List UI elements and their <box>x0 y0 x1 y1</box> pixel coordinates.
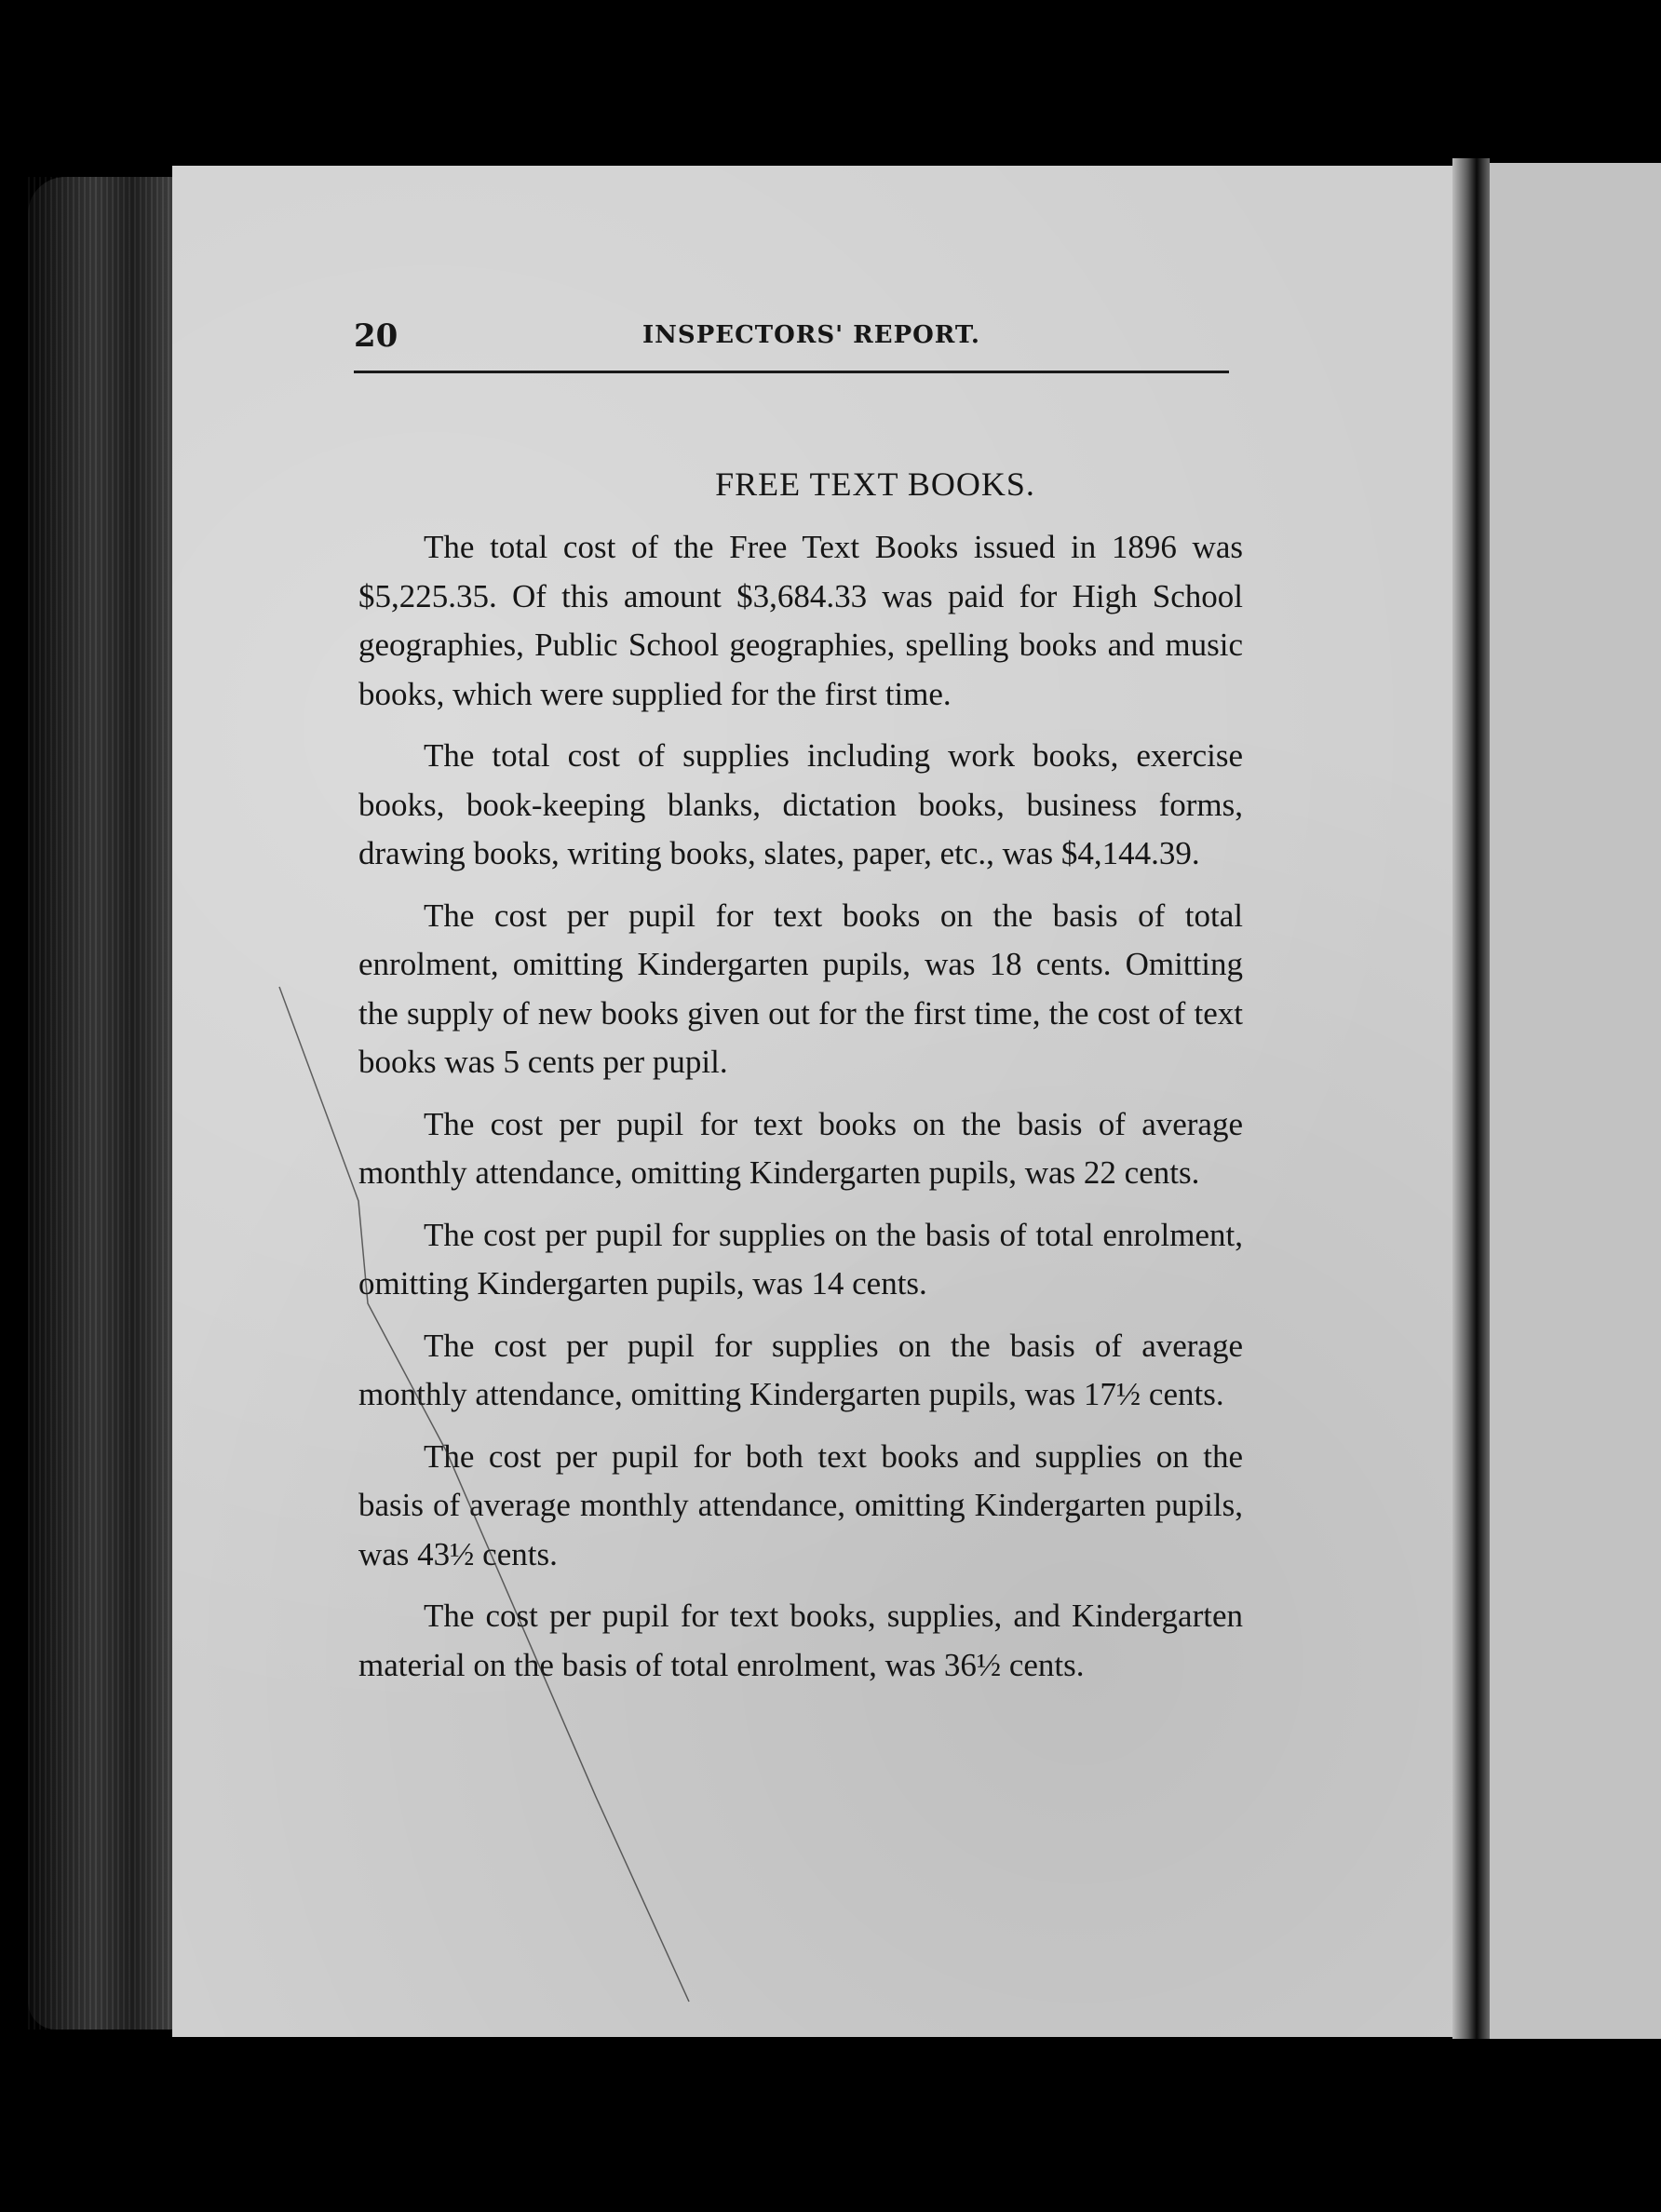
paragraph: The cost per pupil for text books on the basis of total enrolment, omitting Kindergarten pupils, was 18 cents. Omitting the supply of new books given out for the first time, the cost of text books was 5 cents per pupil. <box>358 897 1243 1080</box>
running-header <box>354 312 1229 368</box>
paragraph: The cost per pupil for supplies on the basis of average monthly attendance, omitting Kindergarten pupils, was 17½ cents. <box>358 1327 1243 1412</box>
paragraph: The total cost of the Free Text Books issued in 1896 was $5,225.35. Of this amount $3,684.33 was paid for High School geographies, Public School geographies, spelling books and music books, which were supplied for the first time. <box>358 529 1243 712</box>
body-text <box>358 456 1243 1703</box>
paragraph: The total cost of supplies including work books, exercise books, book-keeping blanks, dictation books, business forms, drawing books, writing books, slates, paper, etc., was $4,144.39. <box>358 737 1243 871</box>
paragraph: The cost per pupil for supplies on the basis of total enrolment, omitting Kindergarten pupils, was 14 cents. <box>358 1216 1243 1302</box>
page-number: 20 <box>354 317 398 355</box>
header-rule <box>354 371 1229 373</box>
paragraph: The cost per pupil for text books, supplies, and Kindergarten material on the basis of total enrolment, was 36½ cents. <box>358 1598 1243 1683</box>
book-page-edges <box>28 177 177 2030</box>
paragraph: The cost per pupil for both text books and supplies on the basis of average monthly attendance, omitting Kindergarten pupils, was 43½ cents. <box>358 1437 1243 1572</box>
running-title: INSPECTORS' REPORT. <box>642 321 980 349</box>
section-title: FREE TEXT BOOKS. <box>715 465 1035 503</box>
facing-page-edge <box>1490 163 1661 2039</box>
book-gutter <box>1452 158 1490 2039</box>
paragraph: The cost per pupil for text books on the basis of average monthly attendance, omitting Kindergarten pupils, was 22 cents. <box>358 1105 1243 1191</box>
